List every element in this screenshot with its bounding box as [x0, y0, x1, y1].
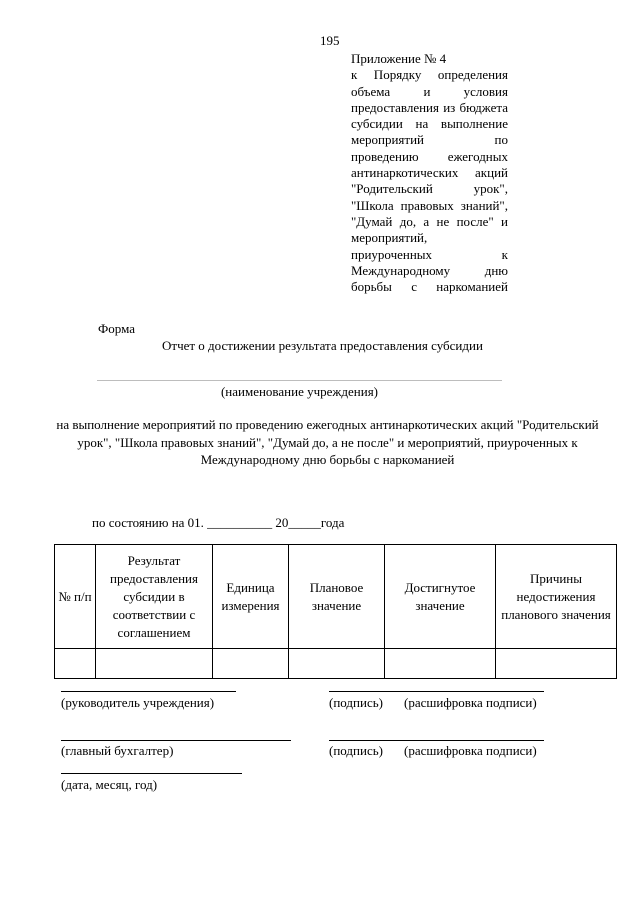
- report-table: [54, 544, 617, 679]
- col-achieved-header: Достигнутое значение: [385, 545, 496, 649]
- table-cell: [96, 649, 213, 679]
- head-sign-decode-line: [329, 691, 544, 692]
- accountant-decoding-label: (расшифровка подписи): [404, 743, 537, 758]
- accountant-signature-line: [61, 740, 291, 741]
- table-cell: [496, 649, 617, 679]
- as-of-date-line: по состоянию на 01. __________ 20_____года: [92, 515, 345, 530]
- page-number: 195: [320, 33, 340, 48]
- date-label: (дата, месяц, год): [61, 777, 158, 792]
- col-number-header: № п/п: [55, 545, 96, 649]
- table-cell: [289, 649, 385, 679]
- col-planned-header: Плановое значение: [289, 545, 385, 649]
- table-cell: [213, 649, 289, 679]
- accountant-sign-decode-line: [329, 740, 544, 741]
- table-cell: [385, 649, 496, 679]
- purpose-text: на выполнение мероприятий по проведению ежегодных антинаркотических акций "Родительский урок", "Школа правовых знаний", "Думай до, а не после" и мероприятий, приуроченных к Международному дню борьбы с наркоманией: [56, 417, 599, 467]
- accountant-signature-label: (подпись): [329, 743, 383, 758]
- col-unit-header: Единица измерения: [213, 545, 289, 649]
- head-label: (руководитель учреждения): [61, 695, 215, 710]
- appendix-block: [351, 51, 508, 295]
- date-line: [61, 773, 242, 774]
- appendix-text: к Порядку определения объема и условия предоставления из бюджета субсидии на выполнение мероприятий по проведению ежегодных антинаркотических акций "Родительский урок", "Школа правовых знаний", "Думай до, а не после" и мероприятий, приуроченных к Международному дню: [351, 67, 508, 278]
- col-result-header: Результат предоставления субсидии в соответствии с соглашением: [96, 545, 213, 649]
- appendix-text-last-line: борьбы с наркоманией: [351, 279, 508, 295]
- institution-name-line: [97, 380, 502, 381]
- head-signature-label: (подпись): [329, 695, 383, 710]
- table-row: [55, 649, 617, 679]
- head-signature-line: [61, 691, 236, 692]
- table-header-row: [55, 545, 617, 649]
- institution-caption: (наименование учреждения): [220, 384, 379, 399]
- form-label: Форма: [98, 321, 135, 336]
- col-reasons-header: Причины недостижения планового значения: [496, 545, 617, 649]
- report-title: Отчет о достижении результата предоставления субсидии: [162, 338, 483, 353]
- accountant-label: (главный бухгалтер): [61, 743, 174, 758]
- appendix-title: Приложение № 4: [351, 51, 447, 66]
- table-cell: [55, 649, 96, 679]
- head-decoding-label: (расшифровка подписи): [404, 695, 537, 710]
